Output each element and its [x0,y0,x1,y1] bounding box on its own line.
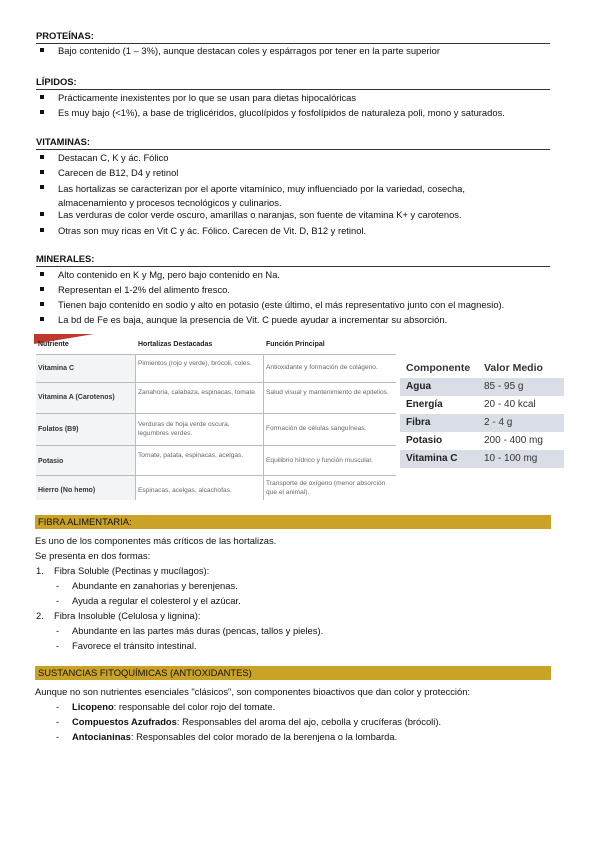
list-item: Representan el 1-2% del alimento fresco. [36,284,556,296]
list-item: Carecen de B12, D4 y retinol [36,167,556,179]
list-item: Abundante en zanahorias y berenjenas. [72,580,238,591]
table-row: Fibra 2 - 4 g [400,414,564,432]
section-title-lipidos: LÍPIDOS: [36,76,550,90]
list-item: Licopeno: responsable del color rojo del tomate. [72,701,276,712]
paragraph: Aunque no son nutrientes esenciales "clásicos", son componentes bioactivos que dan color y protección: [35,686,471,697]
list-item: Las verduras de color verde oscuro, amarillas o naranjas, son fuente de vitamina K+ y carotenos. [36,209,556,221]
table-row: Vitamina C Pimientos (rojo y verde), brócoli, coles. Antioxidante y formación de colágeno. [36,354,396,383]
list-item: Tienen bajo contenido en sodio y alto en potasio (este último, el más representativo junto con el magnesio). [36,299,556,311]
list-number: 2. [36,610,44,621]
section-title-minerales: MINERALES: [36,253,550,267]
section-title-vitaminas: VITAMINAS: [36,136,550,150]
table-row: Folatos (B9) Verduras de hoja verde oscura, legumbres verdes. Formación de células sanguíneas. [36,413,396,446]
list-item: Es muy bajo (<1%), a base de triglicéridos, glucolípidos y fosfolípidos de naturaleza poli, mono y saturados. [36,107,556,119]
list-item: Fibra Insoluble (Celulosa y lignina): [54,610,201,621]
nutrient-table [36,334,396,500]
document-page: PROTEÍNAS: Bajo contenido (1 – 3%), aunque destacan coles y espárragos por tener en la parte superior LÍPIDOS: Prácticamente inexistentes por lo que se usan para dietas hipocalóricas Es muy bajo (<1%), a base de triglicéridos, glucolípidos y fosfolípidos de naturaleza poli, mono y saturados. VITAMINAS: Destacan C, K y ác. Fólico Carecen de B12, D4 y retinol Las hortalizas se caracterizan por el aporte vitamínico, muy influenciado por la variedad, cosecha, almacenamiento y procesos tecnológicos y culinarios. Las verduras de color verde oscuro, amarillas o naranjas, son fuente de vitamina K+ y carotenos. Otras son muy ricas en Vit C y ác. Fólico. Carecen de Vit. D, B12 y retinol. MINERALES: Alto contenido en K y Mg, pero bajo contenido en Na. Representan el 1-2% del alimento fresco. Tienen bajo contenido en sodio y alto en potasio (este último, el más representativo junto con el magnesio). La bd de Fe es baja, aunque la presencia de Vit. C puede ayudar a incrementar su absorción. Nutriente Hortalizas Destacadas Función Principal Vitamina C Pimientos (rojo y verde), brócoli, coles. Antioxidante y formación de colágeno. Vitamina A (Carotenos) Zanahoria, calabaza, espinacas, tomate. Salud visual y mantenimiento de epitelios. Folatos (B9) Verduras de hoja verde oscura, legumbres verdes. Formación de células sanguíneas. Potasio Tomate, patata, espinacas, acelgas. Equilibrio hídrico y función muscular. Hierro (No hemo) Espinacas, acelgas, alcachofas. Transporte de oxígeno (menor absorción que el animal). Componente Valor Medio Agua 85 - 95 g Energía 20 - 40 kcal Fibra 2 - 4 g Potasio 200 - 400 mg Vitamina C 10 - 100 mg FIBRA ALIMENTARIA: Es uno de los componentes más críticos de las hortalizas. Se presenta en dos formas: 1. Fibra Soluble (Pectinas y mucílagos): - Abundante en zanahorias y berenjenas. - Ayuda a regular el colesterol y el azúcar. 2. Fibra Insoluble (Celulosa y lignina): - Abundante en las partes más duras (pencas, tallos y pieles). - Favorece el tránsito intestinal. SUSTANCIAS FITOQUÍMICAS (ANTIOXIDANTES) Aunque no son nutrientes esenciales "clásicos", son componentes bioactivos que dan color y protección: - Licopeno: responsable del color rojo del tomate. - Compuestos Azufrados: Responsables del aroma del ajo, cebolla y crucíferas (brócoli). - Antocianinas: Responsables del color morado de la berenjena o la lombarda. [0,0,600,848]
paragraph: Se presenta en dos formas: [35,550,151,561]
table-row: Energía 20 - 40 kcal [406,399,536,410]
list-item: Bajo contenido (1 – 3%), aunque destacan coles y espárragos por tener en la parte superior [36,45,556,57]
list-item: Otras son muy ricas en Vit C y ác. Fólico. Carecen de Vit. D, B12 y retinol. [36,225,556,237]
table-row: Agua 85 - 95 g [400,378,564,396]
list-number: 1. [36,565,44,576]
section-title-proteinas: PROTEÍNAS: [36,30,550,44]
list-item: Las hortalizas se caracterizan por el aporte vitamínico, muy influenciado por la variedad, cosecha, almacenamiento y procesos tecnológicos y culinarios. [36,182,506,210]
table-row: Potasio Tomate, patata, espinacas, acelgas. Equilibrio hídrico y función muscular. [36,445,396,476]
table-header: Hortalizas Destacadas [138,341,213,348]
list-item: Favorece el tránsito intestinal. [72,640,197,651]
table-row: Vitamina C 10 - 100 mg [400,450,564,468]
table-row: Potasio 200 - 400 mg [406,435,543,446]
list-item: Destacan C, K y ác. Fólico [36,152,556,164]
section-bar-fitoquimicas: SUSTANCIAS FITOQUÍMICAS (ANTIOXIDANTES) [35,666,551,680]
list-item: Prácticamente inexistentes por lo que se usan para dietas hipocalóricas [36,92,556,104]
table-header: Nutriente [38,341,69,348]
table-header-row: Componente Valor Medio [400,358,564,378]
list-item: Ayuda a regular el colesterol y el azúcar. [72,595,241,606]
list-item: Alto contenido en K y Mg, pero bajo contenido en Na. [36,269,556,281]
table-header: Función Principal [266,341,325,348]
section-bar-fibra: FIBRA ALIMENTARIA: [35,515,551,529]
list-item: Abundante en las partes más duras (pencas, tallos y pieles). [72,625,324,636]
table-row: Vitamina A (Carotenos) Zanahoria, calabaza, espinacas, tomate. Salud visual y mantenimiento de epitelios. [36,382,396,414]
list-item: Fibra Soluble (Pectinas y mucílagos): [54,565,210,576]
list-item: La bd de Fe es baja, aunque la presencia de Vit. C puede ayudar a incrementar su absorción. [36,314,556,326]
paragraph: Es uno de los componentes más críticos de las hortalizas. [35,535,277,546]
table-row: Hierro (No hemo) Espinacas, acelgas, alcachofas. Transporte de oxígeno (menor absorción que el animal). [36,475,396,501]
list-item: Antocianinas: Responsables del color morado de la berenjena o la lombarda. [72,731,398,742]
list-item: Compuestos Azufrados: Responsables del aroma del ajo, cebolla y crucíferas (brócoli). [72,716,442,727]
